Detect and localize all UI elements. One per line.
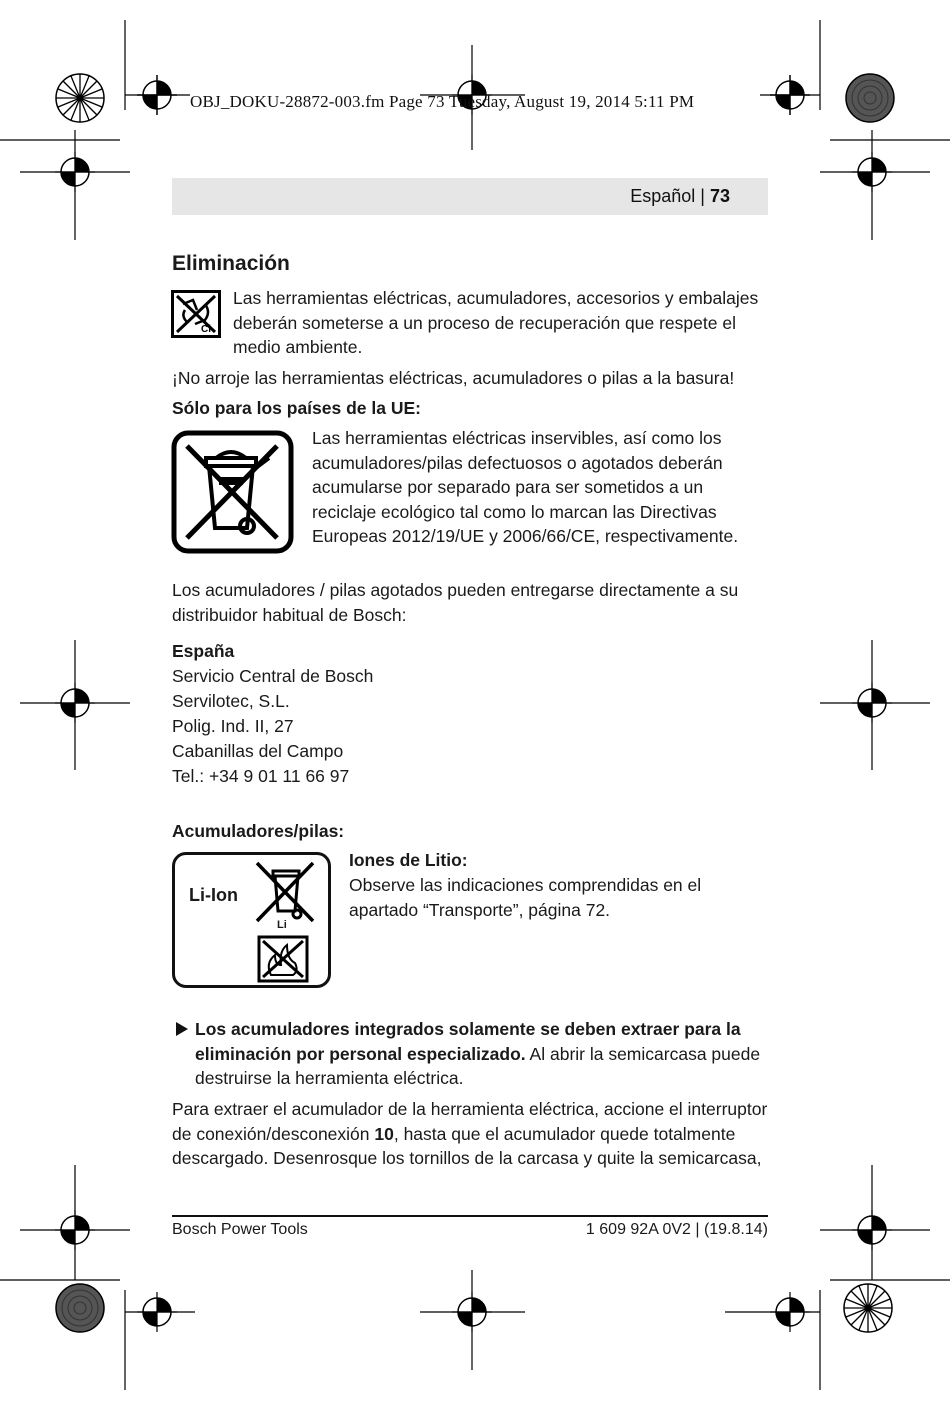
page-header-band: [172, 178, 768, 215]
footer-doc-number: 1 609 92A 0V2 | (19.8.14): [585, 1221, 768, 1238]
address-country: España: [172, 641, 235, 661]
eu-paragraph: Las herramientas eléctricas inservibles, así como los acumuladores/pilas defectuosos o agotados deberán acumularse por separado para ser sometidos a un reciclaje ecológico tal como lo marcan las Directivas Europeas 2012/19/UE y 2006/66/CE, respectivamente.: [312, 428, 739, 546]
removal-text-after: , hasta que el acumulador quede totalmente descargado. Desenrosque los tornillos de la carcasa y quite la semicarcasa,: [172, 1123, 762, 1168]
address-phone: Tel.: +34 9 01 11 66 97: [172, 766, 350, 786]
header-separator: |: [695, 186, 710, 206]
file-info-header: OBJ_DOKU-28872-003.fm Page 73 Tuesday, August 19, 2014 5:11 PM: [190, 92, 695, 111]
warning-bold: Los acumuladores integrados solamente se deben extraer para la eliminación por personal especializado.: [195, 1019, 741, 1064]
fire-crossed-icon: [257, 935, 309, 983]
footer-rule: [172, 1215, 768, 1217]
li-sublabel: Li: [277, 919, 287, 931]
eu-heading: Sólo para los países de la UE:: [172, 398, 421, 418]
address-line: Polig. Ind. II, 27: [172, 716, 294, 736]
language-label: Español: [630, 186, 696, 206]
return-paragraph: Los acumuladores / pilas agotados pueden entregarse directamente a su distribuidor habitual de Bosch:: [172, 580, 739, 625]
batteries-heading: Acumuladores/pilas:: [172, 821, 345, 841]
section-title: Eliminación: [172, 252, 290, 275]
liion-paragraph: Observe las indicaciones comprendidas en el apartado “Transporte”, página 72.: [349, 875, 702, 920]
warning-normal: Al abrir la semicarcasa puede destruirse la herramienta eléctrica.: [195, 1043, 761, 1088]
page-number: 73: [709, 186, 730, 206]
liion-label-box: [172, 852, 331, 988]
triangle-right-icon: [176, 1022, 188, 1036]
switch-reference: 10: [374, 1123, 394, 1144]
svg-text:Cl: Cl: [201, 324, 211, 335]
recycling-symbol-icon: [171, 290, 221, 338]
footer-brand: Bosch Power Tools: [172, 1221, 308, 1238]
page-header-text: [630, 186, 730, 207]
liion-label: Li-Ion: [189, 885, 238, 905]
warning-paragraph: [195, 1017, 768, 1091]
address-line: Servicio Central de Bosch: [172, 666, 374, 686]
no-trash-paragraph: ¡No arroje las herramientas eléctricas, acumuladores o pilas a la basura!: [172, 368, 735, 388]
battery-crossed-icon: [253, 859, 317, 927]
address-line: Servilotec, S.L.: [172, 691, 290, 711]
address-line: Cabanillas del Campo: [172, 741, 344, 761]
removal-paragraph: [172, 1097, 768, 1171]
liion-heading: Iones de Litio:: [349, 850, 468, 870]
recycle-bin-crossed-icon: [171, 430, 294, 554]
recycling-paragraph: Las herramientas eléctricas, acumuladores, accesorios y embalajes deberán someterse a un proceso de recuperación que respete el medio ambiente.: [233, 288, 759, 357]
removal-text-before: Para extraer el acumulador de la herramienta eléctrica, accione el interruptor de conexión/desconexión: [172, 1099, 768, 1144]
